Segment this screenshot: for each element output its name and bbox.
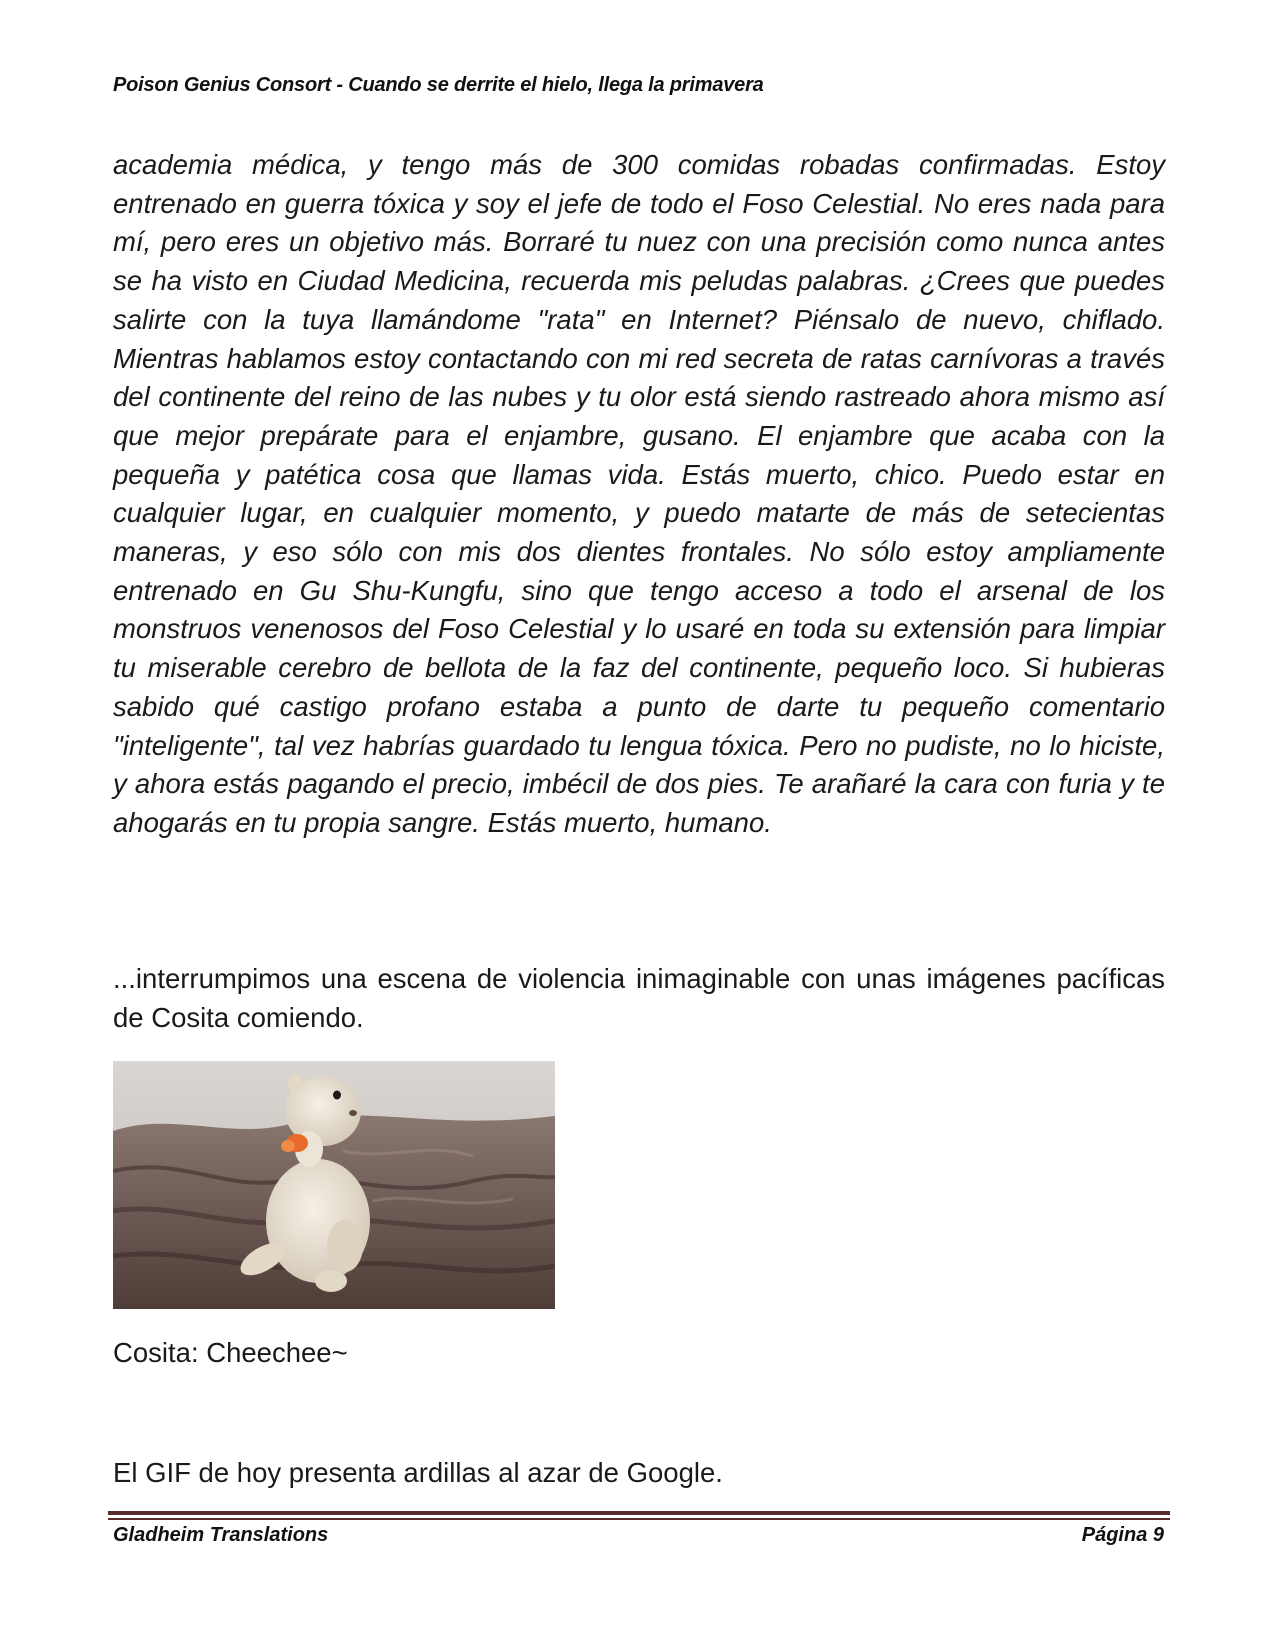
footer-divider-thin [108,1518,1170,1520]
rant-paragraph: academia médica, y tengo más de 300 comidas robadas confirmadas. Estoy entrenado en guerra tóxica y soy el jefe de todo el Foso Celestial. No eres nada para mí, pero eres un objetivo más. Borraré tu nuez con una precisión como nunca antes se ha visto en Ciudad Medicina, recuerda mis peludas palabras. ¿Crees que puedes salirte con la tuya llamándome "rata" en Internet? Piénsalo de nuevo, chiflado. Mientras hablamos estoy contactando con mi red secreta de ratas carnívoras a través del continente del reino de las nubes y tu olor está siendo rastreado ahora mismo así que mejor prepárate para el enjambre, gusano. El enjambre que acaba con la pequeña y patética cosa que llamas vida. Estás muerto, chico. Puedo estar en cualquier lugar, en cualquier momento, y puedo matarte de más de setecientas maneras, y eso sólo con mis dos dientes frontales. No sólo estoy ampliamente entrenado en Gu Shu-Kungfu, sino que tengo acceso a todo el arsenal de los monstruos venenosos del Foso Celestial y lo usaré en toda su extensión para limpiar tu miserable cerebro de bellota de la faz del continente, pequeño loco. Si hubieras sabido qué castigo profano estaba a punto de darte tu pequeño comentario "inteligente", tal vez habrías guardado tu lengua tóxica. Pero no pudiste, no lo hiciste, y ahora estás pagando el precio, imbécil de dos pies. Te arañaré la cara con furia y te ahogarás en tu propia sangre. Estás muerto, humano. [113,149,1165,838]
footer-divider [108,1511,1170,1515]
footer-credit: Gladheim Translations [113,1524,329,1546]
squirrel-eating-photo [113,1061,555,1309]
image-caption: Cosita: Cheechee~ [113,1337,348,1368]
interlude-paragraph: ...interrumpimos una escena de violencia inimaginable con unas imágenes pacíficas de Cosita comiendo. [113,963,1165,1033]
page-header-title: Poison Genius Consort - Cuando se derrite el hielo, llega la primavera [113,74,764,96]
gif-note: El GIF de hoy presenta ardillas al azar de Google. [113,1457,723,1488]
page-number: Página 9 [1081,1524,1164,1546]
